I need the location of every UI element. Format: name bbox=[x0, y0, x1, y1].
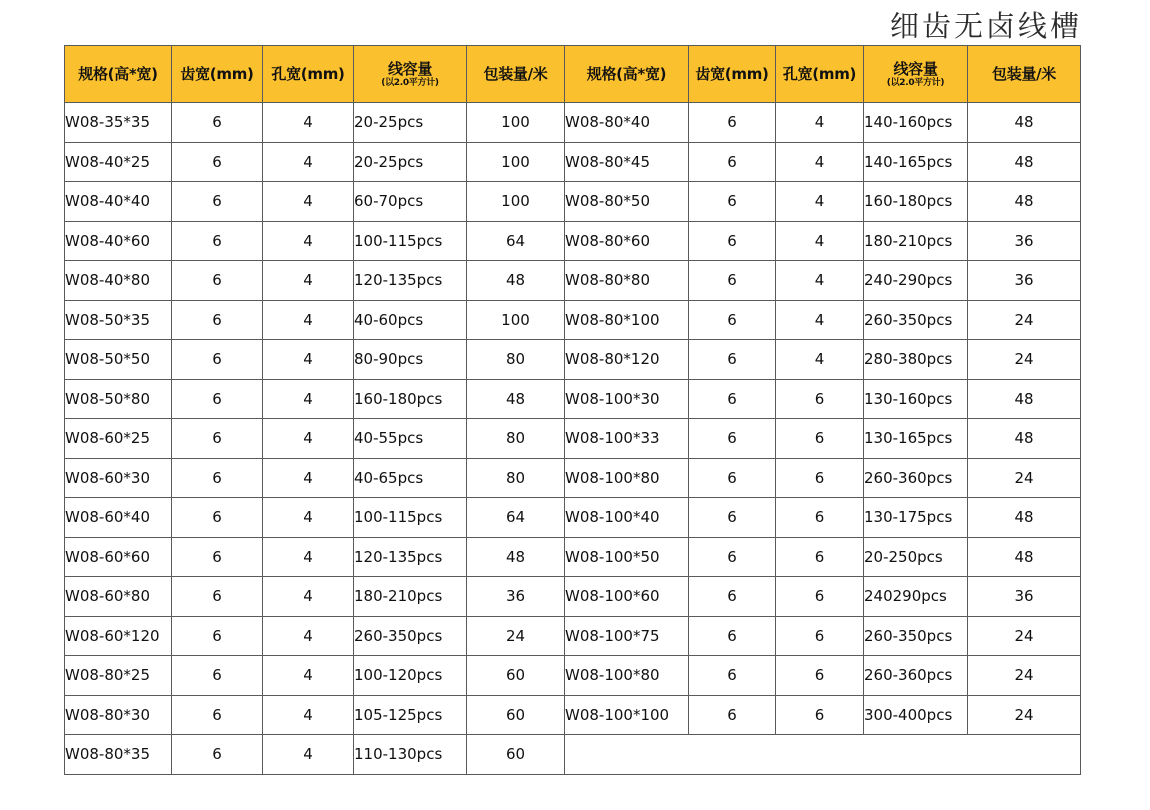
cell-capacity: 120-135pcs bbox=[354, 537, 467, 577]
cell-tooth-width: 6 bbox=[172, 379, 263, 419]
cell-hole-width: 6 bbox=[776, 695, 864, 735]
cell-capacity: 80-90pcs bbox=[354, 340, 467, 380]
empty-cell bbox=[565, 735, 1081, 775]
cell-hole-width: 4 bbox=[776, 340, 864, 380]
cell-hole-width: 4 bbox=[263, 182, 354, 222]
cell-pack: 24 bbox=[968, 340, 1081, 380]
cell-tooth-width: 6 bbox=[172, 577, 263, 617]
cell-pack: 60 bbox=[467, 735, 565, 775]
header-capacity-note: (以2.0平方计) bbox=[381, 78, 439, 88]
cell-capacity: 280-380pcs bbox=[864, 340, 968, 380]
cell-pack: 100 bbox=[467, 182, 565, 222]
cell-hole-width: 4 bbox=[263, 695, 354, 735]
cell-model: W08-100*100 bbox=[565, 695, 689, 735]
table-row bbox=[65, 577, 1081, 617]
cell-capacity: 20-250pcs bbox=[864, 537, 968, 577]
cell-capacity: 130-165pcs bbox=[864, 419, 968, 459]
cell-model: W08-50*80 bbox=[65, 379, 172, 419]
table-row bbox=[65, 498, 1081, 538]
cell-tooth-width: 6 bbox=[689, 142, 776, 182]
cell-capacity: 120-135pcs bbox=[354, 261, 467, 301]
cell-model: W08-60*60 bbox=[65, 537, 172, 577]
cell-capacity: 160-180pcs bbox=[354, 379, 467, 419]
cell-hole-width: 4 bbox=[263, 577, 354, 617]
cell-pack: 48 bbox=[968, 379, 1081, 419]
cell-model: W08-60*30 bbox=[65, 458, 172, 498]
cell-capacity: 240290pcs bbox=[864, 577, 968, 617]
cell-model: W08-80*30 bbox=[65, 695, 172, 735]
cell-capacity: 260-360pcs bbox=[864, 458, 968, 498]
table-row bbox=[65, 142, 1081, 182]
cell-hole-width: 4 bbox=[776, 142, 864, 182]
table-row bbox=[65, 419, 1081, 459]
header-pack: 包装量/米 bbox=[467, 46, 565, 103]
cell-hole-width: 4 bbox=[776, 182, 864, 222]
cell-pack: 100 bbox=[467, 142, 565, 182]
cell-model: W08-100*80 bbox=[565, 458, 689, 498]
header-model: 规格(高*宽) bbox=[565, 46, 689, 103]
cell-pack: 60 bbox=[467, 695, 565, 735]
cell-tooth-width: 6 bbox=[689, 537, 776, 577]
cell-pack: 48 bbox=[968, 182, 1081, 222]
cell-capacity: 260-360pcs bbox=[864, 656, 968, 696]
header-hole-width: 孔宽(mm) bbox=[776, 46, 864, 103]
cell-pack: 48 bbox=[467, 261, 565, 301]
cell-model: W08-100*40 bbox=[565, 498, 689, 538]
cell-capacity: 100-115pcs bbox=[354, 221, 467, 261]
cell-model: W08-80*35 bbox=[65, 735, 172, 775]
cell-hole-width: 4 bbox=[263, 419, 354, 459]
cell-hole-width: 4 bbox=[263, 537, 354, 577]
cell-pack: 24 bbox=[968, 458, 1081, 498]
header-capacity-note: (以2.0平方计) bbox=[886, 78, 945, 88]
cell-tooth-width: 6 bbox=[689, 498, 776, 538]
cell-hole-width: 4 bbox=[776, 300, 864, 340]
cell-pack: 100 bbox=[467, 300, 565, 340]
cell-tooth-width: 6 bbox=[172, 261, 263, 301]
cell-hole-width: 4 bbox=[776, 261, 864, 301]
header-hole-width: 孔宽(mm) bbox=[263, 46, 354, 103]
header-capacity: 线容量 (以2.0平方计) bbox=[354, 46, 467, 103]
cell-hole-width: 4 bbox=[263, 498, 354, 538]
cell-hole-width: 4 bbox=[263, 142, 354, 182]
cell-tooth-width: 6 bbox=[689, 577, 776, 617]
cell-pack: 48 bbox=[968, 103, 1081, 143]
cell-capacity: 20-25pcs bbox=[354, 103, 467, 143]
cell-capacity: 130-160pcs bbox=[864, 379, 968, 419]
cell-model: W08-80*100 bbox=[565, 300, 689, 340]
table-row bbox=[65, 695, 1081, 735]
cell-hole-width: 4 bbox=[263, 300, 354, 340]
cell-pack: 36 bbox=[968, 261, 1081, 301]
cell-model: W08-100*60 bbox=[565, 577, 689, 617]
cell-hole-width: 4 bbox=[263, 221, 354, 261]
cell-tooth-width: 6 bbox=[172, 340, 263, 380]
header-capacity: 线容量 (以2.0平方计) bbox=[864, 46, 968, 103]
cell-capacity: 240-290pcs bbox=[864, 261, 968, 301]
cell-hole-width: 4 bbox=[776, 221, 864, 261]
cell-pack: 36 bbox=[968, 577, 1081, 617]
cell-pack: 80 bbox=[467, 419, 565, 459]
cell-model: W08-100*50 bbox=[565, 537, 689, 577]
cell-hole-width: 6 bbox=[776, 458, 864, 498]
cell-tooth-width: 6 bbox=[172, 182, 263, 222]
cell-pack: 100 bbox=[467, 103, 565, 143]
cell-model: W08-100*75 bbox=[565, 616, 689, 656]
table-row bbox=[65, 103, 1081, 143]
cell-hole-width: 4 bbox=[776, 103, 864, 143]
cell-pack: 60 bbox=[467, 656, 565, 696]
cell-tooth-width: 6 bbox=[172, 616, 263, 656]
cell-model: W08-100*80 bbox=[565, 656, 689, 696]
cell-hole-width: 4 bbox=[263, 340, 354, 380]
cell-model: W08-100*33 bbox=[565, 419, 689, 459]
cell-model: W08-50*50 bbox=[65, 340, 172, 380]
table-row bbox=[65, 261, 1081, 301]
cell-model: W08-80*120 bbox=[565, 340, 689, 380]
cell-pack: 24 bbox=[968, 616, 1081, 656]
cell-tooth-width: 6 bbox=[172, 498, 263, 538]
cell-hole-width: 4 bbox=[263, 458, 354, 498]
cell-tooth-width: 6 bbox=[689, 656, 776, 696]
table-row bbox=[65, 182, 1081, 222]
cell-model: W08-40*60 bbox=[65, 221, 172, 261]
cell-pack: 80 bbox=[467, 458, 565, 498]
cell-tooth-width: 6 bbox=[689, 695, 776, 735]
cell-model: W08-35*35 bbox=[65, 103, 172, 143]
cell-tooth-width: 6 bbox=[172, 221, 263, 261]
table-row bbox=[65, 379, 1081, 419]
table-header-row bbox=[65, 46, 1081, 103]
cell-capacity: 110-130pcs bbox=[354, 735, 467, 775]
cell-tooth-width: 6 bbox=[172, 103, 263, 143]
cell-hole-width: 6 bbox=[776, 616, 864, 656]
cell-hole-width: 6 bbox=[776, 419, 864, 459]
cell-pack: 48 bbox=[968, 142, 1081, 182]
spec-table bbox=[64, 45, 1081, 775]
cell-pack: 64 bbox=[467, 498, 565, 538]
cell-pack: 48 bbox=[467, 379, 565, 419]
cell-capacity: 260-350pcs bbox=[864, 616, 968, 656]
cell-capacity: 20-25pcs bbox=[354, 142, 467, 182]
cell-capacity: 100-120pcs bbox=[354, 656, 467, 696]
cell-tooth-width: 6 bbox=[172, 419, 263, 459]
cell-capacity: 140-160pcs bbox=[864, 103, 968, 143]
cell-tooth-width: 6 bbox=[172, 300, 263, 340]
cell-pack: 48 bbox=[968, 537, 1081, 577]
cell-model: W08-80*50 bbox=[565, 182, 689, 222]
cell-hole-width: 4 bbox=[263, 379, 354, 419]
cell-capacity: 40-55pcs bbox=[354, 419, 467, 459]
cell-hole-width: 6 bbox=[776, 379, 864, 419]
cell-tooth-width: 6 bbox=[172, 458, 263, 498]
cell-hole-width: 6 bbox=[776, 537, 864, 577]
cell-capacity: 160-180pcs bbox=[864, 182, 968, 222]
cell-tooth-width: 6 bbox=[689, 300, 776, 340]
cell-tooth-width: 6 bbox=[689, 261, 776, 301]
cell-pack: 48 bbox=[968, 419, 1081, 459]
cell-pack: 24 bbox=[467, 616, 565, 656]
cell-pack: 24 bbox=[968, 695, 1081, 735]
cell-capacity: 105-125pcs bbox=[354, 695, 467, 735]
cell-hole-width: 4 bbox=[263, 656, 354, 696]
cell-capacity: 100-115pcs bbox=[354, 498, 467, 538]
cell-tooth-width: 6 bbox=[689, 458, 776, 498]
cell-hole-width: 6 bbox=[776, 656, 864, 696]
cell-tooth-width: 6 bbox=[689, 340, 776, 380]
table-body bbox=[65, 103, 1081, 775]
cell-tooth-width: 6 bbox=[172, 735, 263, 775]
cell-model: W08-40*80 bbox=[65, 261, 172, 301]
table-row bbox=[65, 300, 1081, 340]
table-row bbox=[65, 221, 1081, 261]
header-model: 规格(高*宽) bbox=[65, 46, 172, 103]
cell-model: W08-80*45 bbox=[565, 142, 689, 182]
cell-pack: 36 bbox=[968, 221, 1081, 261]
table-row bbox=[65, 340, 1081, 380]
cell-capacity: 40-60pcs bbox=[354, 300, 467, 340]
cell-model: W08-60*40 bbox=[65, 498, 172, 538]
cell-capacity: 260-350pcs bbox=[354, 616, 467, 656]
header-tooth-width: 齿宽(mm) bbox=[689, 46, 776, 103]
cell-pack: 24 bbox=[968, 300, 1081, 340]
cell-tooth-width: 6 bbox=[689, 182, 776, 222]
cell-pack: 48 bbox=[968, 498, 1081, 538]
cell-pack: 24 bbox=[968, 656, 1081, 696]
table-row bbox=[65, 537, 1081, 577]
cell-model: W08-100*30 bbox=[565, 379, 689, 419]
cell-model: W08-40*40 bbox=[65, 182, 172, 222]
table-row bbox=[65, 616, 1081, 656]
cell-model: W08-80*60 bbox=[565, 221, 689, 261]
cell-tooth-width: 6 bbox=[689, 379, 776, 419]
cell-pack: 36 bbox=[467, 577, 565, 617]
cell-hole-width: 4 bbox=[263, 735, 354, 775]
cell-tooth-width: 6 bbox=[172, 537, 263, 577]
cell-tooth-width: 6 bbox=[172, 695, 263, 735]
cell-model: W08-60*80 bbox=[65, 577, 172, 617]
cell-model: W08-60*120 bbox=[65, 616, 172, 656]
cell-model: W08-80*25 bbox=[65, 656, 172, 696]
cell-capacity: 180-210pcs bbox=[354, 577, 467, 617]
cell-hole-width: 6 bbox=[776, 577, 864, 617]
header-pack: 包装量/米 bbox=[968, 46, 1081, 103]
cell-pack: 48 bbox=[467, 537, 565, 577]
cell-capacity: 40-65pcs bbox=[354, 458, 467, 498]
table-row bbox=[65, 656, 1081, 696]
cell-model: W08-40*25 bbox=[65, 142, 172, 182]
cell-model: W08-50*35 bbox=[65, 300, 172, 340]
cell-tooth-width: 6 bbox=[172, 142, 263, 182]
cell-model: W08-80*40 bbox=[565, 103, 689, 143]
cell-tooth-width: 6 bbox=[689, 616, 776, 656]
page-title: 细齿无卤线槽 bbox=[889, 9, 1082, 43]
cell-capacity: 180-210pcs bbox=[864, 221, 968, 261]
cell-hole-width: 4 bbox=[263, 261, 354, 301]
cell-pack: 64 bbox=[467, 221, 565, 261]
cell-hole-width: 4 bbox=[263, 616, 354, 656]
table-row bbox=[65, 458, 1081, 498]
cell-hole-width: 4 bbox=[263, 103, 354, 143]
cell-tooth-width: 6 bbox=[689, 103, 776, 143]
cell-hole-width: 6 bbox=[776, 498, 864, 538]
cell-pack: 80 bbox=[467, 340, 565, 380]
cell-capacity: 60-70pcs bbox=[354, 182, 467, 222]
table-row bbox=[65, 735, 1081, 775]
cell-capacity: 140-165pcs bbox=[864, 142, 968, 182]
cell-capacity: 130-175pcs bbox=[864, 498, 968, 538]
cell-model: W08-80*80 bbox=[565, 261, 689, 301]
cell-capacity: 300-400pcs bbox=[864, 695, 968, 735]
cell-tooth-width: 6 bbox=[172, 656, 263, 696]
cell-model: W08-60*25 bbox=[65, 419, 172, 459]
header-tooth-width: 齿宽(mm) bbox=[172, 46, 263, 103]
cell-tooth-width: 6 bbox=[689, 419, 776, 459]
cell-tooth-width: 6 bbox=[689, 221, 776, 261]
cell-capacity: 260-350pcs bbox=[864, 300, 968, 340]
